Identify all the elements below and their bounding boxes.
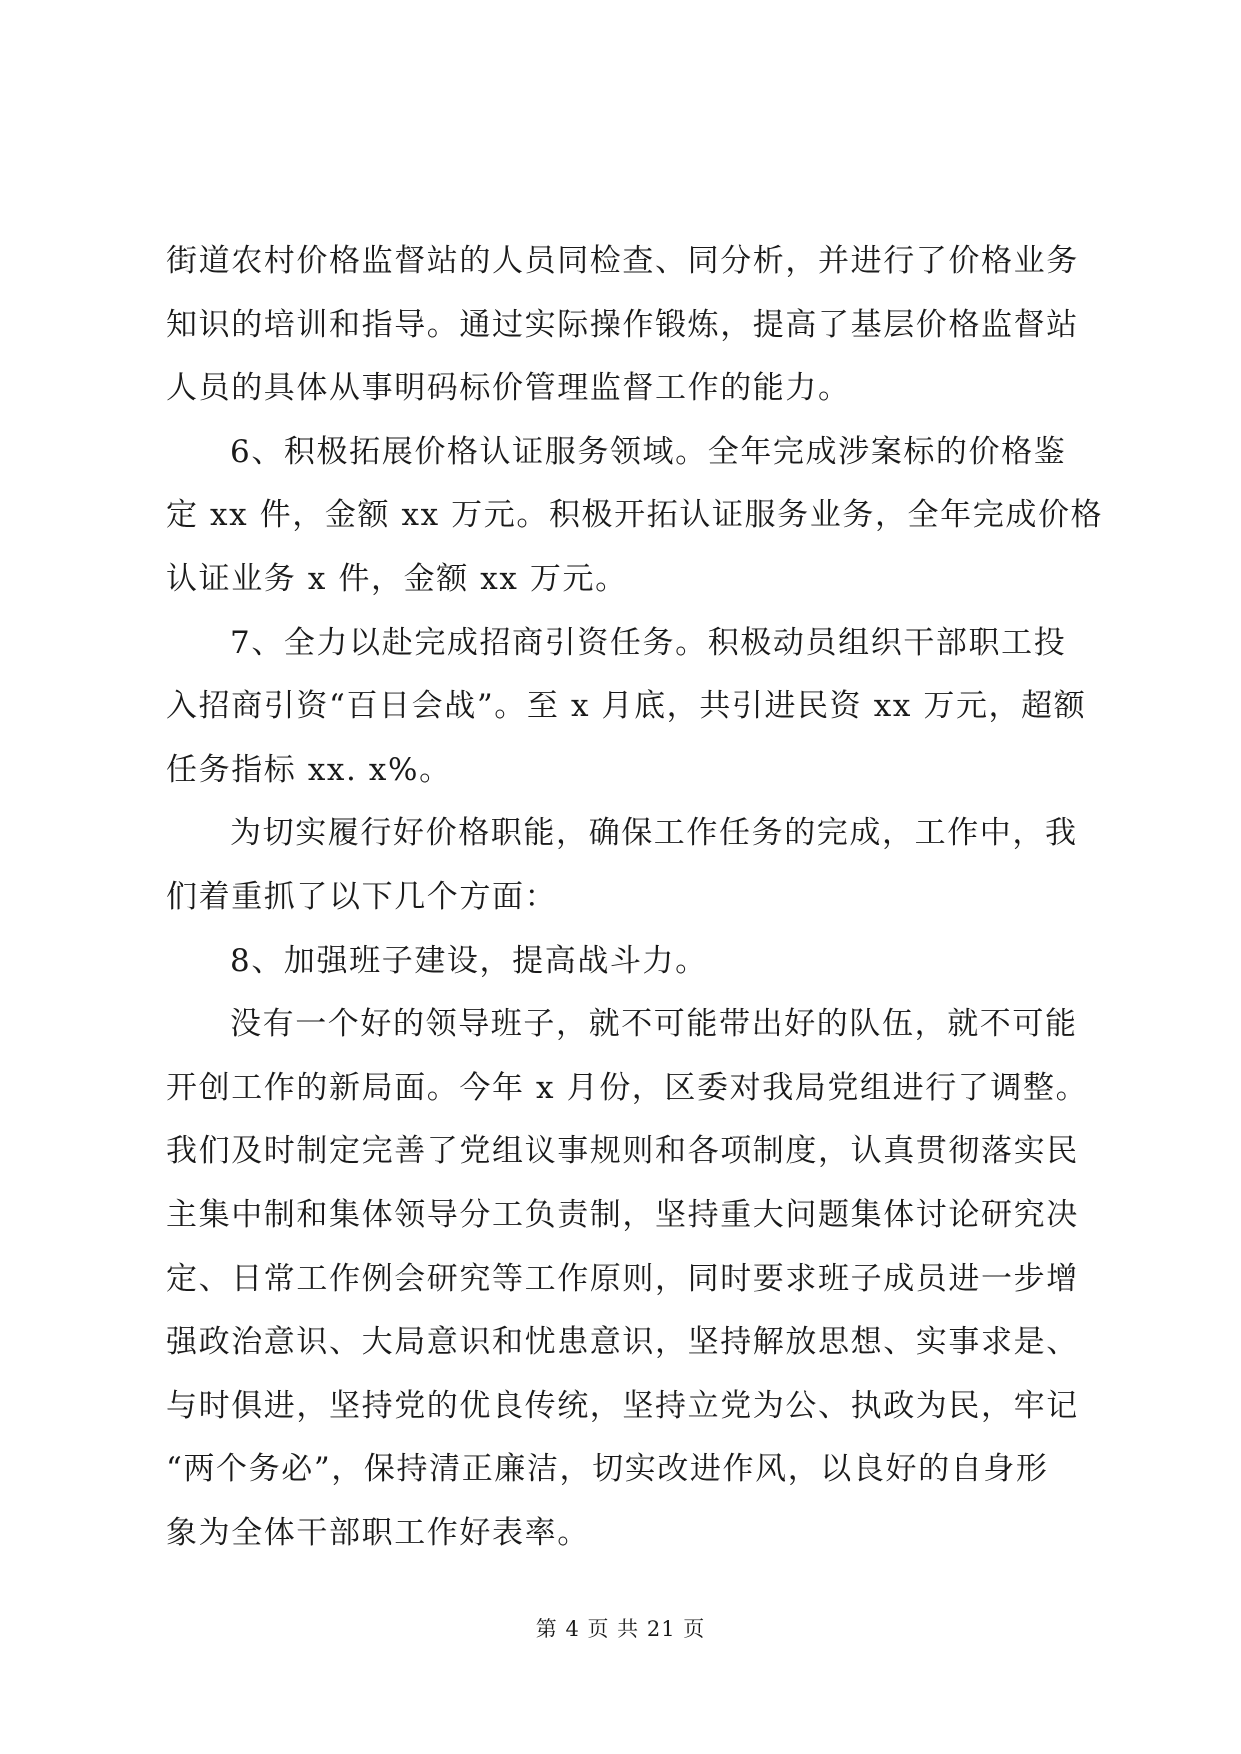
text-line: 知识的培训和指导。通过实际操作锻炼，提高了基层价格监督站 bbox=[166, 306, 1079, 343]
paragraph-leadership-start: 没有一个好的领导班子，就不可能带出好的队伍，就不可能 bbox=[230, 1006, 1078, 1043]
text-line: 街道农村价格监督站的人员同检查、同分析，并进行了价格业务 bbox=[166, 243, 1079, 279]
paragraph-6-start: 6、积极拓展价格认证服务领域。全年完成涉案标的价格鉴 bbox=[230, 433, 1067, 470]
text-line: 任务指标 xx. x%。 bbox=[166, 751, 452, 788]
text-line: 人员的具体从事明码标价管理监督工作的能力。 bbox=[166, 370, 851, 407]
text-line: 开创工作的新局面。今年 x 月份，区委对我局党组进行了调整。 bbox=[166, 1069, 1089, 1106]
paragraph-intro-start: 为切实履行好价格职能，确保工作任务的完成，工作中，我 bbox=[230, 815, 1078, 852]
text-line: 我们及时制定完善了党组议事规则和各项制度，认真贯彻落实民 bbox=[166, 1133, 1079, 1170]
text-line: 定、日常工作例会研究等工作原则，同时要求班子成员进一步增 bbox=[166, 1260, 1079, 1297]
text-line: 与时俱进，坚持党的优良传统，坚持立党为公、执政为民，牢记 bbox=[166, 1387, 1079, 1424]
text-line: 象为全体干部职工作好表率。 bbox=[166, 1514, 590, 1551]
paragraph-8-heading: 8、加强班子建设，提高战斗力。 bbox=[230, 942, 708, 979]
text-line: 强政治意识、大局意识和忧患意识，坚持解放思想、实事求是、 bbox=[166, 1324, 1079, 1361]
text-line: 入招商引资“百日会战”。至 x 月底，共引进民资 xx 万元，超额 bbox=[166, 688, 1087, 725]
text-line: 们着重抓了以下几个方面： bbox=[166, 878, 558, 915]
text-line: 认证业务 x 件，金额 xx 万元。 bbox=[166, 560, 628, 597]
body-text bbox=[166, 230, 1104, 1565]
text-line: “两个务必”，保持清正廉洁，切实改进作风，以良好的自身形 bbox=[166, 1451, 1049, 1488]
text-line: 定 xx 件，金额 xx 万元。积极开拓认证服务业务，全年完成价格 bbox=[166, 497, 1104, 534]
paragraph-7-start: 7、全力以赴完成招商引资任务。积极动员组织干部职工投 bbox=[230, 624, 1067, 661]
text-line: 主集中制和集体领导分工负责制，坚持重大问题集体讨论研究决 bbox=[166, 1196, 1079, 1233]
page-number-footer: 第 4 页 共 21 页 bbox=[535, 1617, 706, 1641]
